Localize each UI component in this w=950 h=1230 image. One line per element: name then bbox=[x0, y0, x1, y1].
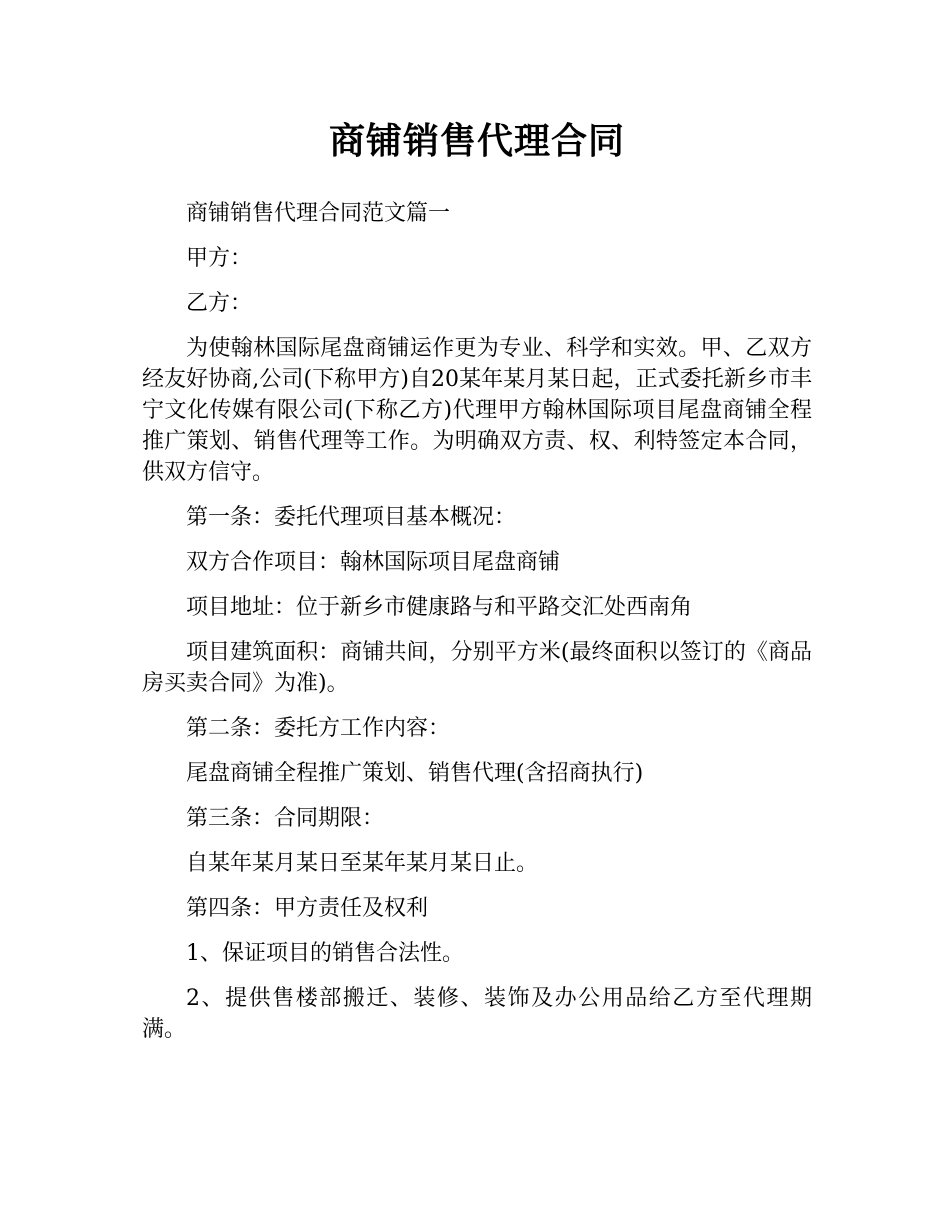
paragraph-term: 自某年某月某日至某年某月某日止。 bbox=[186, 851, 539, 876]
paragraph-preamble: 为使翰林国际尾盘商铺运作更为专业、科学和实效。甲、乙双方经友好协商,公司(下称甲方)自20某年某月某日起，正式委托新乡市丰宁文化传媒有限公司(下称乙方)代理甲方翰林国际项目尾盘商铺全程推广策划、销售代理等工作。为明确双方责、权、利特签定本合同，供双方信守。 bbox=[142, 336, 812, 485]
paragraph-article-3: 第三条：合同期限： bbox=[186, 806, 385, 831]
paragraph-subtitle: 商铺销售代理合同范文篇一 bbox=[186, 201, 451, 226]
paragraph-article-4: 第四条：甲方责任及权利 bbox=[186, 896, 429, 921]
document-body bbox=[142, 198, 812, 1059]
paragraph-project-name: 双方合作项目：翰林国际项目尾盘商铺 bbox=[186, 550, 561, 575]
document-title: 商铺销售代理合同 bbox=[328, 121, 625, 162]
paragraph-project-address: 项目地址：位于新乡市健康路与和平路交汇处西南角 bbox=[186, 595, 693, 620]
paragraph-article-2: 第二条：委托方工作内容： bbox=[186, 716, 451, 741]
paragraph-party-b: 乙方： bbox=[186, 291, 253, 316]
paragraph-party-a: 甲方： bbox=[186, 246, 253, 271]
paragraph-work-content: 尾盘商铺全程推广策划、销售代理(含招商执行) bbox=[186, 761, 644, 786]
paragraph-item-2: 2、提供售楼部搬迁、装修、装饰及办公用品给乙方至代理期满。 bbox=[142, 986, 812, 1042]
paragraph-project-area: 项目建筑面积：商铺共间，分别平方米(最终面积以签订的《商品房买卖合同》为准)。 bbox=[142, 640, 812, 696]
paragraph-article-1: 第一条：委托代理项目基本概况： bbox=[186, 505, 517, 530]
paragraph-item-1: 1、保证项目的销售合法性。 bbox=[186, 941, 464, 966]
